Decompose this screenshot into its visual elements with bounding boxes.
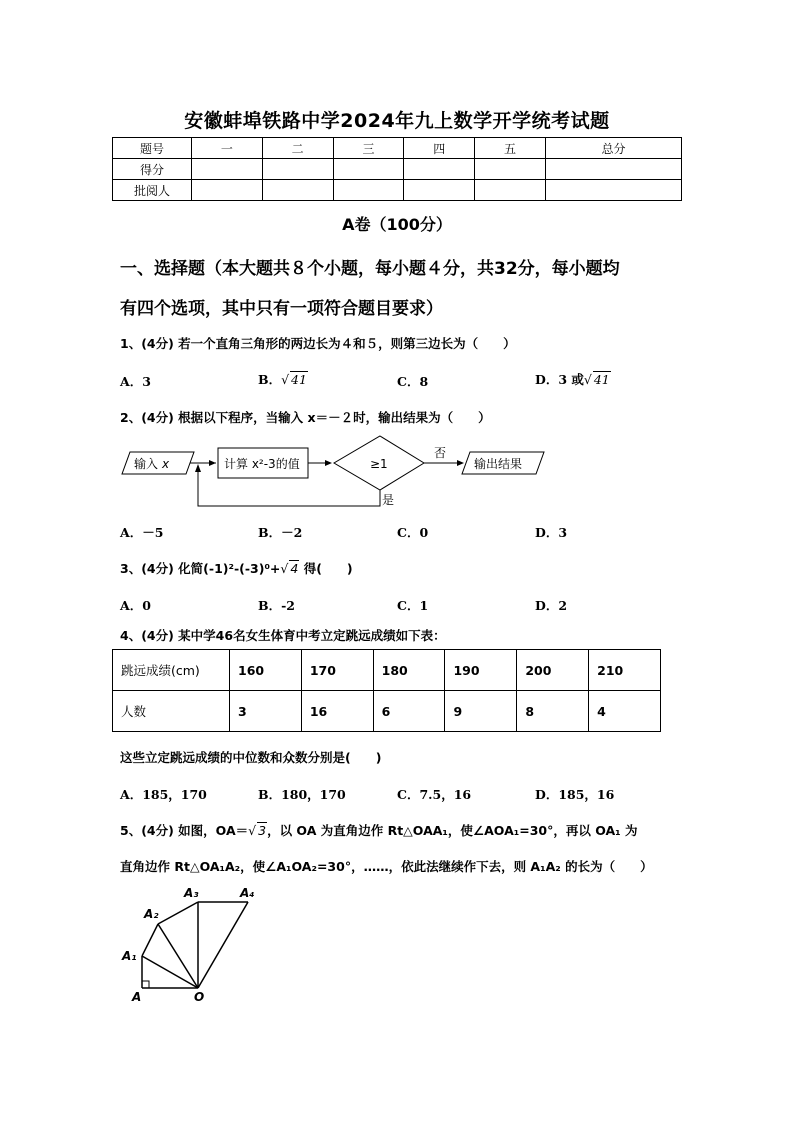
label-A4: A₄ (240, 886, 255, 900)
flow-yes-label: 是 (382, 493, 395, 507)
score-cell (475, 159, 546, 180)
score-cell (192, 159, 263, 180)
flow-compute-label: 计算 x²-3的值 (224, 457, 300, 471)
q1-option-d (535, 370, 611, 388)
sqrt-icon: √ (281, 372, 290, 387)
q2-option-a: A．－5 (120, 525, 164, 540)
score-header-cell: 一 (192, 138, 263, 159)
score-cell (333, 180, 404, 201)
q3-option-c: C．1 (397, 598, 429, 613)
score-cell (545, 180, 681, 201)
score-cell (333, 159, 404, 180)
q2-option-d: D．3 (535, 525, 568, 540)
label-A: A (132, 990, 142, 1004)
score-cell (475, 180, 546, 201)
question-4-text: 4、(4分) 某中学46名女生体育中考立定跳远成绩如下表： (120, 628, 446, 643)
q4-option-d: D．185，16 (535, 787, 615, 802)
q4-option-b: B．180，170 (258, 787, 346, 802)
score-table (112, 137, 682, 201)
score-header-cell: 总分 (545, 138, 681, 159)
q3-text-part2: 得( ) (299, 561, 353, 576)
jump-row-label: 人数 (113, 691, 230, 732)
score-header-cell: 二 (262, 138, 333, 159)
q5-text-part2: ，以 OA 为直角边作 Rt△OAA₁，使∠AOA₁=30°，再以 OA₁ 为 (267, 823, 638, 838)
jump-count-cell: 8 (517, 691, 589, 732)
score-cell (545, 159, 681, 180)
spiral-triangle-figure (112, 880, 282, 1010)
jump-score-cell: 180 (373, 650, 445, 691)
q3-text-part1: 3、(4分) 化简(-1)²-(-3)⁰+ (120, 561, 281, 576)
segment-A1-A2 (142, 924, 158, 956)
jump-score-cell: 200 (517, 650, 589, 691)
page-title: 安徽蚌埠铁路中学2024年九上数学开学统考试题 (184, 110, 610, 132)
q1-option-d-label: D．3 或 (535, 372, 584, 387)
jump-count-cell: 4 (589, 691, 661, 732)
score-cell (404, 180, 475, 201)
score-cell (262, 180, 333, 201)
score-cell (262, 159, 333, 180)
score-row-label: 得分 (113, 159, 192, 180)
q3-option-b: B．-2 (258, 598, 295, 613)
segment-A2-A3 (158, 902, 198, 924)
sqrt-icon: √ (248, 823, 257, 838)
jump-count-cell: 9 (445, 691, 517, 732)
q3-radicand: 4 (290, 561, 299, 576)
q2-option-b: B．－2 (258, 525, 303, 540)
jump-count-row (113, 691, 661, 732)
q1-option-b (258, 370, 308, 388)
score-header-cell: 题号 (113, 138, 192, 159)
score-table-header-row (113, 138, 682, 159)
jump-score-cell: 160 (230, 650, 302, 691)
label-A2: A₂ (144, 907, 159, 921)
flow-input-label: 输入 (134, 457, 159, 471)
flow-decision-label: ≥1 (370, 457, 388, 471)
jump-score-cell: 170 (301, 650, 373, 691)
label-A3: A₃ (184, 886, 199, 900)
jump-count-cell: 3 (230, 691, 302, 732)
q4-option-a: A．185，170 (120, 787, 207, 802)
score-table-row (113, 180, 682, 201)
q1-option-b-radicand: 41 (291, 372, 307, 387)
flow-no-label: 否 (434, 446, 447, 460)
flow-input-var: x (162, 457, 170, 471)
sqrt-icon: √ (583, 372, 592, 387)
question-5-line1 (120, 821, 638, 839)
q4-option-c: C．7.5，16 (397, 787, 472, 802)
score-header-cell: 五 (475, 138, 546, 159)
flowchart (112, 432, 552, 512)
q3-option-a: A．0 (120, 598, 151, 613)
section-heading-line2: 有四个选项，其中只有一项符合题目要求） (120, 299, 443, 319)
q3-option-d: D．2 (535, 598, 568, 613)
label-A1: A₁ (122, 949, 137, 963)
score-cell (192, 180, 263, 201)
arrowhead-icon (209, 460, 216, 466)
q2-option-c: C．0 (397, 525, 429, 540)
question-3-text (120, 559, 353, 577)
score-table-row (113, 159, 682, 180)
question-2-text: 2、(4分) 根据以下程序，当输入 x＝－２时，输出结果为（ ） (120, 410, 491, 425)
flow-loop-line (198, 466, 380, 506)
question-5-line2: 直角边作 Rt△OA₁A₂，使∠A₁OA₂=30°，……，依此法继续作下去，则 A₁A₂ 的长为（ ） (120, 859, 653, 874)
volume-title: A卷（100分） (342, 215, 452, 234)
arrowhead-icon (195, 464, 201, 472)
score-header-cell: 四 (404, 138, 475, 159)
sqrt-icon: √ (280, 561, 289, 576)
q5-radicand: 3 (258, 823, 267, 838)
flow-output-label: 输出结果 (474, 457, 523, 471)
arrowhead-icon (325, 460, 332, 466)
label-O: O (194, 990, 205, 1004)
q1-option-b-label: B． (258, 372, 282, 387)
q1-option-d-radicand: 41 (593, 372, 610, 387)
arrowhead-icon (457, 460, 464, 466)
section-heading-line1: 一、选择题（本大题共８个小题，每小题４分，共32分，每小题均 (120, 259, 620, 279)
q5-text-part1: 5、(4分) 如图，OA＝ (120, 823, 249, 838)
segment-O-A1 (142, 956, 198, 988)
segment-O-A4 (198, 902, 248, 988)
jump-count-cell: 6 (373, 691, 445, 732)
score-header-cell: 三 (333, 138, 404, 159)
right-angle-icon (142, 981, 149, 988)
q4-question: 这些立定跳远成绩的中位数和众数分别是( ) (120, 750, 382, 765)
jump-score-cell: 190 (445, 650, 517, 691)
jump-count-cell: 16 (301, 691, 373, 732)
question-1-text: 1、(4分) 若一个直角三角形的两边长为４和５，则第三边长为（ ） (120, 336, 516, 351)
long-jump-table (112, 649, 661, 732)
q1-option-a: A．3 (120, 374, 151, 389)
score-cell (404, 159, 475, 180)
jump-score-cell: 210 (589, 650, 661, 691)
segment-O-A2 (158, 924, 198, 988)
jump-row-label: 跳远成绩(cm) (113, 650, 230, 691)
jump-score-row (113, 650, 661, 691)
score-row-label: 批阅人 (113, 180, 192, 201)
q1-option-c: C．8 (397, 374, 429, 389)
